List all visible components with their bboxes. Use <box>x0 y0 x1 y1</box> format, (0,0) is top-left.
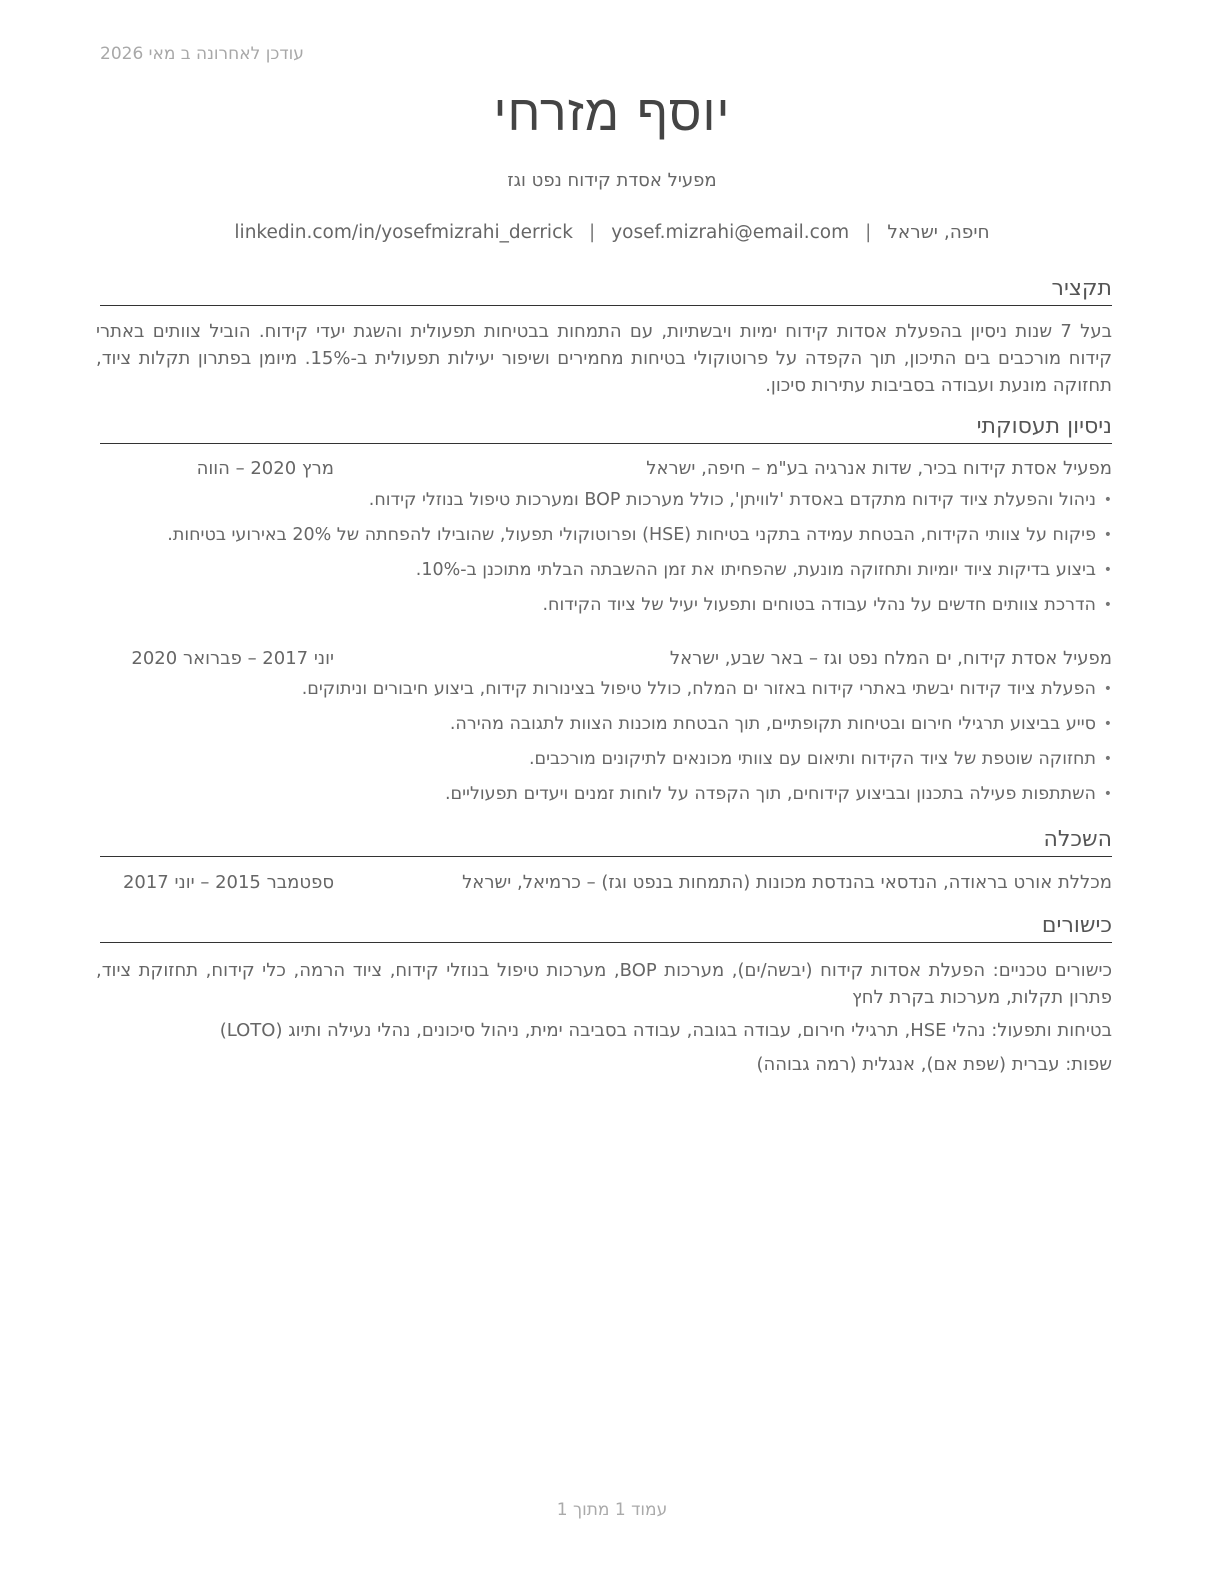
bullet-text: הפעלת ציוד קידוח יבשתי באתרי קידוח באזור ים המלח, כולל טיפול בצינורות קידוח, ביצוע חיבורים וניתוקים. <box>301 679 1096 699</box>
job-dates: מרץ 2020 – הווה <box>196 458 334 479</box>
section-heading-education: השכלה <box>100 825 1112 857</box>
job-role: מפעיל אסדת קידוח, ים המלח נפט וגז – באר שבע, ישראל <box>669 648 1112 669</box>
list-item <box>100 676 1112 702</box>
skills-languages: שפות: עברית (שפת אם), אנגלית (רמה גבוהה) <box>756 1054 1112 1075</box>
job-header <box>100 456 1112 482</box>
page-number: עמוד 1 מתוך 1 <box>556 1500 668 1520</box>
list-item <box>100 781 1112 807</box>
list-item <box>100 557 1112 583</box>
education-dates: ספטמבר 2015 – יוני 2017 <box>122 872 334 893</box>
candidate-name: יוסף מזרחי <box>493 84 731 142</box>
section-heading-skills: כישורים <box>100 911 1112 943</box>
contact-email[interactable]: yosef.mizrahi@email.com <box>611 222 850 243</box>
bullet-icon: • <box>1103 751 1112 767</box>
contact-line <box>0 222 1224 243</box>
section-heading-experience: ניסיון תעסוקתי <box>100 412 1112 444</box>
bullet-icon: • <box>1103 786 1112 802</box>
education-institution: מכללת אורט בראודה, הנדסאי בהנדסת מכונות (התמחות בנפט וגז) – כרמיאל, ישראל <box>462 872 1112 893</box>
job-dates: יוני 2017 – פברואר 2020 <box>131 648 334 669</box>
job-role: מפעיל אסדת קידוח בכיר, שדות אנרגיה בע"מ – חיפה, ישראל <box>646 458 1112 479</box>
bullet-icon: • <box>1103 527 1112 543</box>
list-item <box>100 592 1112 618</box>
job-bullets <box>100 487 1112 627</box>
contact-separator: | <box>588 222 596 243</box>
bullet-text: הדרכת צוותים חדשים על נהלי עבודה בטוחים ותפעול יעיל של ציוד הקידוח. <box>542 595 1096 615</box>
education-entry <box>100 870 1112 896</box>
contact-separator: | <box>865 222 872 243</box>
bullet-icon: • <box>1103 562 1112 578</box>
candidate-title: מפעיל אסדת קידוח נפט וגז <box>507 170 717 191</box>
bullet-text: סייע בביצוע תרגילי חירום ובטיחות תקופתיים, תוך הבטחת מוכנות הצוות לתגובה מהירה. <box>449 714 1096 734</box>
job-bullets <box>100 676 1112 816</box>
bullet-text: ניהול והפעלת ציוד קידוח מתקדם באסדת 'לוויתן', כולל מערכות BOP ומערכות טיפול בנוזלי קידוח. <box>368 490 1096 510</box>
bullet-text: השתתפות פעילה בתכנון ובביצוע קידוחים, תוך הקפדה על לוחות זמנים ויעדים תפעוליים. <box>444 784 1096 804</box>
list-item <box>100 487 1112 513</box>
bullet-icon: • <box>1103 681 1112 697</box>
skills-safety: בטיחות ותפעול: נהלי HSE, תרגילי חירום, עבודה בגובה, עבודה בסביבה ימית, ניהול סיכונים, נהלי נעילה ותיוג (LOTO) <box>219 1020 1112 1041</box>
section-heading-summary: תקציר <box>100 274 1112 306</box>
contact-linkedin[interactable]: linkedin.com/in/yosefmizrahi_derrick <box>234 222 573 243</box>
last-updated-note: עודכן לאחרונה ב מאי 2026 <box>100 44 304 64</box>
bullet-icon: • <box>1103 597 1112 613</box>
skills-technical: כישורים טכניים: הפעלת אסדות קידוח (יבשה/ים), מערכות BOP, מערכות טיפול בנוזלי קידוח, ציוד הרמה, כלי קידוח, תחזוקת ציוד, פתרון תקלות, מערכות בקרת לחץ <box>96 960 1112 1008</box>
list-item <box>100 522 1112 548</box>
bullet-icon: • <box>1103 492 1112 508</box>
list-item <box>100 711 1112 737</box>
job-header <box>100 646 1112 672</box>
list-item <box>100 746 1112 772</box>
bullet-icon: • <box>1103 716 1112 732</box>
contact-location: חיפה, ישראל <box>887 222 990 243</box>
summary-text: בעל 7 שנות ניסיון בהפעלת אסדות קידוח ימיות ויבשתיות, עם התמחות בבטיחות תפעולית והשגת יעדי קידוח. הוביל צוותים באתרי קידוח מורכבים בים התיכון, תוך הקפדה על פרוטוקולי בטיחות מחמירים ושיפור יעילות תפעולית ב-15%. מיומן בפתרון תקלות ציוד, תחזוקה מונעת ועבודה בסביבות עתירות סיכון. <box>96 321 1113 396</box>
bullet-text: תחזוקה שוטפת של ציוד הקידוח ותיאום עם צוותי מכונאים לתיקונים מורכבים. <box>528 749 1096 769</box>
bullet-text: ביצוע בדיקות ציוד יומיות ותחזוקה מונעת, שהפחיתו את זמן ההשבתה הבלתי מתוכנן ב-10%. <box>415 560 1096 580</box>
bullet-text: פיקוח על צוותי הקידוח, הבטחת עמידה בתקני בטיחות (HSE) ופרוטוקולי תפעול, שהובילו להפחתה של 20% באירועי בטיחות. <box>167 525 1096 545</box>
